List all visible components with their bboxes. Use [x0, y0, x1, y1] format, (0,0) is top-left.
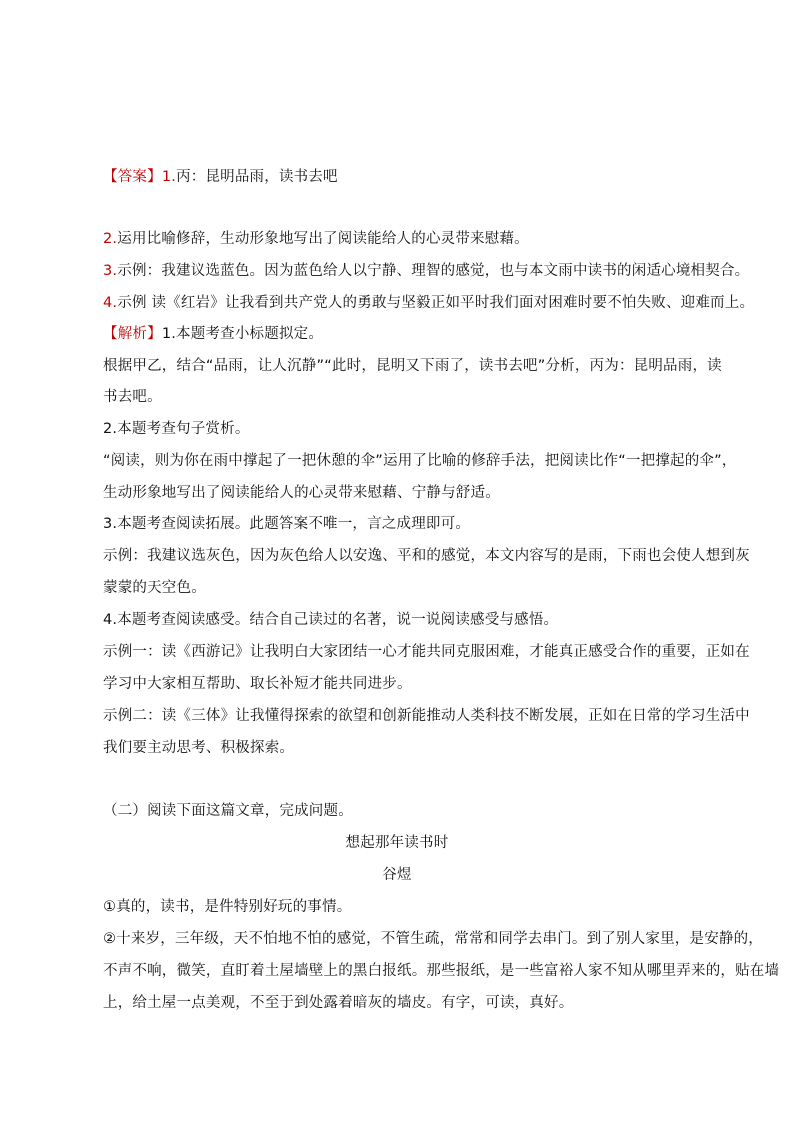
- answer-number: 3.: [103, 263, 118, 279]
- analysis-paragraph: 示例：我建议选灰色，因为灰色给人以安逸、平和的感觉，本文内容写的是雨，下雨也会使人想到灰: [103, 548, 750, 564]
- analysis-paragraph: 学习中大家相互帮助、取长补短才能共同进步。: [103, 676, 412, 692]
- reading-instruction: （二）阅读下面这篇文章，完成问题。: [103, 803, 353, 819]
- article-paragraph: ①真的，读书，是件特别好玩的事情。: [103, 899, 352, 915]
- answer-number: 2.: [103, 231, 118, 247]
- analysis-paragraph: 书去吧。: [103, 389, 162, 405]
- answer-line-4: [103, 293, 754, 313]
- article-paragraph: 不声不响，微笑，直盯着土屋墙壁上的黑白报纸。那些报纸，是一些富裕人家不知从哪里弄来的，贴在墙: [103, 963, 780, 979]
- analysis-paragraph: 我们要主动思考、积极探索。: [103, 740, 295, 756]
- answer-text: 示例 读《红岩》让我看到共产党人的勇敢与坚毅正如平时我们面对困难时要不怕失败、迎难而上。: [117, 295, 755, 311]
- analysis-paragraph: 示例一：读《西游记》让我明白大家团结一心才能共同克服困难，才能真正感受合作的重要，正如在: [103, 644, 750, 660]
- article-author: 谷煜: [382, 867, 412, 883]
- analysis-heading: 2.本题考查句子赏析。: [103, 421, 250, 437]
- answer-text: 示例：我建议选蓝色。因为蓝色给人以宁静、理智的感觉，也与本文雨中读书的闲适心境相契合。: [117, 263, 750, 279]
- article-title: 想起那年读书时: [345, 835, 449, 851]
- analysis-paragraph: 蒙蒙的天空色。: [103, 580, 206, 596]
- analysis-paragraph: “阅读，则为你在雨中撑起了一把休憩的伞”运用了比喻的修辞手法，把阅读比作“一把撑起的伞”，: [103, 453, 737, 469]
- analysis-tag: 【解析】: [103, 326, 162, 342]
- article-paragraph: ②十来岁，三年级，天不怕地不怕的感觉，不管生疏，常常和同学去串门。到了别人家里，是安静的，: [103, 931, 763, 947]
- answer-line-1: [103, 167, 338, 187]
- analysis-paragraph: 示例二：读《三体》让我懂得探索的欲望和创新能推动人类科技不断发展，正如在日常的学习生活中: [103, 708, 750, 724]
- answer-text: 运用比喻修辞，生动形象地写出了阅读能给人的心灵带来慰藉。: [117, 231, 529, 247]
- analysis-text: 1.本题考查小标题拟定。: [161, 326, 324, 342]
- answer-text: 丙：昆明品雨，读书去吧: [176, 169, 338, 185]
- answer-line-2: [103, 229, 529, 249]
- analysis-paragraph: 根据甲乙，结合“品雨，让人沉静”“此时，昆明又下雨了，读书去吧”分析，丙为：昆明品雨，读: [103, 358, 722, 374]
- analysis-line-1: [103, 324, 323, 344]
- answer-line-3: [103, 261, 749, 281]
- analysis-paragraph: 生动形象地写出了阅读能给人的心灵带来慰藉、宁静与舒适。: [103, 485, 500, 501]
- analysis-heading: 4.本题考查阅读感受。结合自己读过的名著，说一说阅读感受与感悟。: [103, 612, 559, 628]
- article-paragraph: 上，给土屋一点美观，不至于到处露着暗灰的墙皮。有字，可读，真好。: [103, 995, 574, 1011]
- answer-number: 1.: [161, 169, 177, 185]
- answer-number: 4.: [103, 295, 118, 311]
- analysis-heading: 3.本题考查阅读拓展。此题答案不唯一，言之成理即可。: [103, 516, 471, 532]
- answer-tag: 【答案】: [103, 169, 162, 185]
